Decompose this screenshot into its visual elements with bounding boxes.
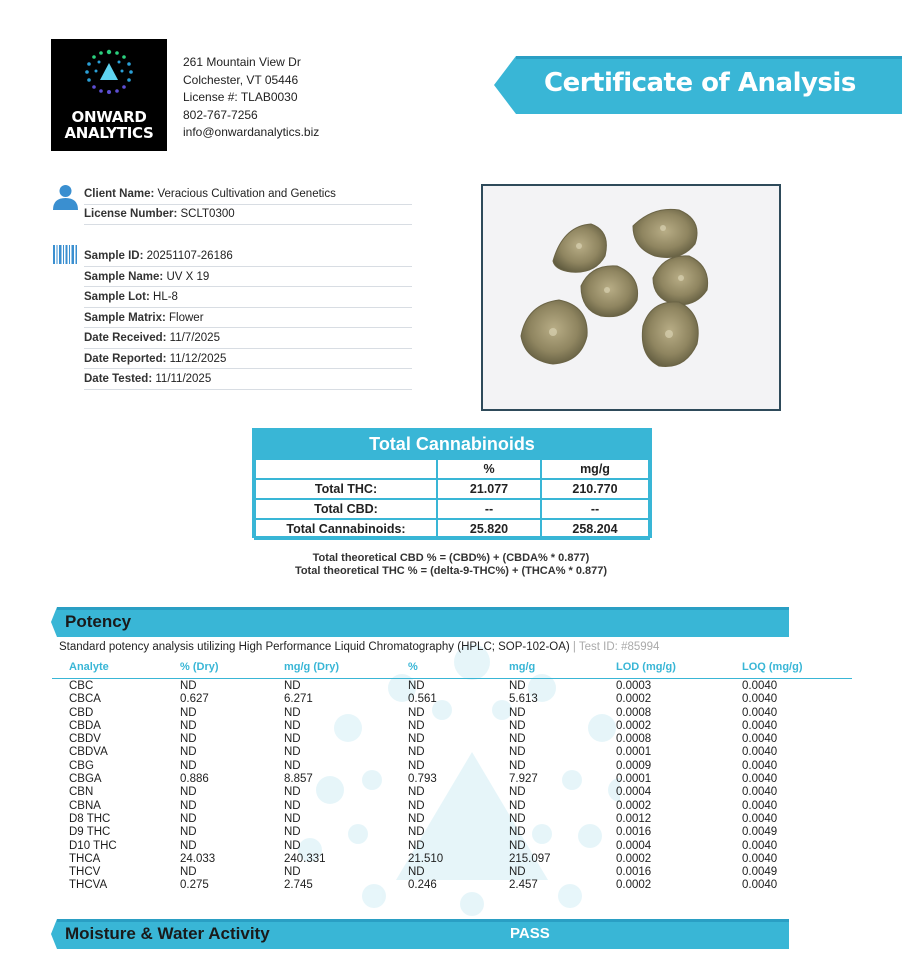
table-cell — [255, 459, 437, 479]
cell-lod: 0.0002 — [616, 693, 652, 706]
cell-pct: ND — [408, 733, 425, 746]
cell-loq: 0.0040 — [742, 693, 778, 706]
cell-pct-dry: 0.886 — [180, 773, 209, 786]
cell-mg: ND — [509, 839, 526, 852]
cell-mg-dry: ND — [284, 866, 301, 879]
sample-photo — [481, 184, 781, 411]
row-label: Total THC: — [255, 479, 437, 499]
potency-table-header — [52, 661, 852, 679]
potency-description — [59, 641, 659, 653]
row-mg: 210.770 — [541, 479, 649, 499]
cell-loq: 0.0040 — [742, 773, 778, 786]
cell-lod: 0.0016 — [616, 826, 652, 839]
row-label: Total CBD: — [255, 499, 437, 519]
total-cannabinoids-box — [252, 428, 652, 538]
sample-lot-row — [84, 287, 412, 308]
moisture-result: PASS — [510, 925, 550, 942]
cell-mg-dry: ND — [284, 839, 301, 852]
cell-pct-dry: ND — [180, 786, 197, 799]
page-title: Certificate of Analysis — [544, 68, 856, 98]
cell-mg-dry: ND — [284, 680, 301, 692]
sample-matrix-label: Sample Matrix: — [84, 311, 166, 324]
cell-pct-dry: ND — [180, 733, 197, 746]
cell-pct-dry: ND — [180, 759, 197, 772]
cell-mg-dry: ND — [284, 746, 301, 759]
sample-name-row — [84, 267, 412, 288]
date-tested-row — [84, 369, 412, 390]
lab-phone: 802-767-7256 — [183, 107, 258, 122]
cell-analyte: CBG — [69, 759, 94, 772]
table-row — [255, 479, 649, 499]
cell-loq: 0.0040 — [742, 680, 778, 692]
cell-mg: ND — [509, 866, 526, 879]
cell-analyte: CBC — [69, 680, 94, 692]
cell-loq: 0.0040 — [742, 719, 778, 732]
cell-analyte: THCA — [69, 852, 101, 865]
cell-mg: ND — [509, 799, 526, 812]
col-pct: % — [408, 661, 418, 673]
cell-lod: 0.0002 — [616, 852, 652, 865]
table-row — [0, 746, 902, 759]
date-reported-row — [84, 349, 412, 370]
date-tested-label: Date Tested: — [84, 373, 153, 385]
cell-analyte: CBGA — [69, 773, 102, 786]
lab-email[interactable]: info@onwardanalytics.biz — [183, 125, 320, 139]
cell-analyte: CBD — [69, 706, 94, 719]
cell-analyte: CBDA — [69, 719, 101, 732]
cell-mg-dry: ND — [284, 719, 301, 732]
cell-loq: 0.0040 — [742, 812, 778, 825]
row-pct: 21.077 — [437, 479, 541, 499]
cell-mg-dry: ND — [284, 826, 301, 839]
potency-test-id: | Test ID: #85994 — [572, 641, 660, 653]
column-header-mg: mg/g — [541, 459, 649, 479]
cell-lod: 0.0003 — [616, 680, 652, 692]
table-row — [0, 866, 902, 879]
cell-analyte: CBDVA — [69, 746, 108, 759]
table-row — [0, 760, 902, 773]
table-row — [0, 720, 902, 733]
lab-address-line-2: Colchester, VT 05446 — [183, 72, 299, 87]
table-row — [0, 786, 902, 799]
sample-matrix-row — [84, 308, 412, 329]
cell-analyte: CBN — [69, 786, 94, 799]
col-loq: LOQ (mg/g) — [742, 661, 803, 673]
cell-pct: ND — [408, 706, 425, 719]
cell-pct: ND — [408, 812, 425, 825]
cell-analyte: D9 THC — [69, 826, 111, 839]
cell-mg: 215.097 — [509, 852, 551, 865]
cell-mg-dry: ND — [284, 733, 301, 746]
client-name-value: Veracious Cultivation and Genetics — [157, 188, 336, 200]
cell-lod: 0.0004 — [616, 839, 652, 852]
cell-mg: ND — [509, 706, 526, 719]
logo-word-onward: ONWARD — [71, 108, 147, 126]
cell-pct-dry: ND — [180, 719, 197, 732]
cell-analyte: D8 THC — [69, 812, 111, 825]
potency-method: Standard potency analysis utilizing High Performance Liquid Chromatography (HPLC; SOP-102-OA) — [59, 641, 570, 653]
cell-analyte: THCVA — [69, 879, 108, 892]
table-row — [0, 693, 902, 706]
cell-mg: ND — [509, 746, 526, 759]
table-row — [0, 680, 902, 693]
cell-lod: 0.0004 — [616, 786, 652, 799]
col-pct-dry: % (Dry) — [180, 661, 219, 673]
cell-lod: 0.0002 — [616, 799, 652, 812]
col-mg: mg/g — [509, 661, 536, 673]
table-row — [0, 826, 902, 839]
cell-pct: ND — [408, 680, 425, 692]
date-reported-label: Date Reported: — [84, 352, 167, 365]
cell-mg: ND — [509, 719, 526, 732]
column-header-pct: % — [437, 459, 541, 479]
cell-mg-dry: 6.271 — [284, 693, 313, 706]
cell-loq: 0.0049 — [742, 826, 778, 839]
cell-pct: 0.793 — [408, 773, 437, 786]
cell-mg: ND — [509, 812, 526, 825]
cell-mg: ND — [509, 680, 526, 692]
cell-loq: 0.0049 — [742, 866, 778, 879]
cell-pct-dry: ND — [180, 812, 197, 825]
cell-pct: ND — [408, 866, 425, 879]
cell-pct: 0.561 — [408, 693, 437, 706]
table-row — [0, 707, 902, 720]
potency-table-body — [0, 680, 902, 893]
cell-mg: ND — [509, 786, 526, 799]
client-license-label: License Number: — [84, 208, 178, 220]
sample-matrix-value: Flower — [169, 311, 204, 324]
cell-mg-dry: 2.745 — [284, 879, 313, 892]
cell-lod: 0.0001 — [616, 746, 652, 759]
total-cannabinoids-table — [254, 458, 650, 540]
table-row — [0, 879, 902, 892]
table-row — [0, 773, 902, 786]
cell-pct-dry: ND — [180, 866, 197, 879]
client-license-row — [84, 204, 412, 225]
col-analyte: Analyte — [69, 661, 109, 673]
cell-pct: ND — [408, 786, 425, 799]
thc-formula: Total theoretical THC % = (delta-9-THC%) + (THCA% * 0.877) — [294, 565, 608, 577]
cell-mg: 5.613 — [509, 693, 538, 706]
row-pct: -- — [437, 499, 541, 519]
coa-title-banner — [494, 56, 902, 114]
cell-lod: 0.0009 — [616, 759, 652, 772]
cell-pct: ND — [408, 826, 425, 839]
table-row — [0, 853, 902, 866]
cell-loq: 0.0040 — [742, 746, 778, 759]
cell-loq: 0.0040 — [742, 786, 778, 799]
logo-dots-icon — [51, 39, 167, 109]
cell-pct-dry: ND — [180, 706, 197, 719]
sample-id-row — [84, 246, 412, 267]
cell-analyte: CBNA — [69, 799, 101, 812]
cell-lod: 0.0002 — [616, 719, 652, 732]
cell-mg: 7.927 — [509, 773, 538, 786]
cell-analyte: THCV — [69, 866, 101, 879]
cell-pct: 0.246 — [408, 879, 437, 892]
cannabis-flower-image — [483, 186, 779, 409]
cell-loq: 0.0040 — [742, 799, 778, 812]
potency-section-banner — [51, 607, 789, 637]
table-row — [0, 840, 902, 853]
cell-loq: 0.0040 — [742, 879, 778, 892]
sample-name-label: Sample Name: — [84, 270, 164, 283]
sample-id-label: Sample ID: — [84, 250, 144, 262]
cell-pct-dry: 0.275 — [180, 879, 209, 892]
barcode-icon — [53, 245, 78, 264]
date-received-row — [84, 328, 412, 349]
table-row — [255, 519, 649, 539]
client-name-label: Client Name: — [84, 188, 155, 200]
row-mg: -- — [541, 499, 649, 519]
sample-name-value: UV X 19 — [166, 270, 210, 283]
cell-loq: 0.0040 — [742, 852, 778, 865]
date-tested-value: 11/11/2025 — [155, 373, 212, 385]
cell-loq: 0.0040 — [742, 733, 778, 746]
cell-mg: ND — [509, 826, 526, 839]
cell-pct: ND — [408, 719, 425, 732]
sample-id-value: 20251107-26186 — [146, 250, 233, 262]
date-reported-value: 11/12/2025 — [169, 352, 227, 365]
potency-title: Potency — [65, 612, 132, 631]
logo-word-analytics: ANALYTICS — [64, 124, 154, 142]
cell-pct-dry: 0.627 — [180, 693, 209, 706]
cell-mg: ND — [509, 733, 526, 746]
cell-mg-dry: ND — [284, 706, 301, 719]
cell-pct-dry: ND — [180, 826, 197, 839]
cell-pct: ND — [408, 839, 425, 852]
moisture-title: Moisture & Water Activity — [65, 924, 270, 943]
cell-lod: 0.0001 — [616, 773, 652, 786]
cell-mg-dry: ND — [284, 799, 301, 812]
cell-loq: 0.0040 — [742, 706, 778, 719]
table-row — [0, 733, 902, 746]
cell-mg: ND — [509, 759, 526, 772]
moisture-section-banner — [51, 919, 789, 949]
lab-logo — [51, 39, 167, 151]
cell-mg-dry: 240.331 — [284, 852, 326, 865]
cell-lod: 0.0002 — [616, 879, 652, 892]
sample-lot-value: HL-8 — [153, 291, 178, 303]
cell-pct-dry: 24.033 — [180, 852, 216, 865]
cell-pct: ND — [408, 799, 425, 812]
cell-mg-dry: ND — [284, 812, 301, 825]
cell-mg: 2.457 — [509, 879, 538, 892]
cell-lod: 0.0012 — [616, 812, 652, 825]
date-received-label: Date Received: — [84, 332, 167, 344]
cell-mg-dry: ND — [284, 786, 301, 799]
cell-pct: ND — [408, 759, 425, 772]
col-mg-dry: mg/g (Dry) — [284, 661, 339, 673]
cell-loq: 0.0040 — [742, 759, 778, 772]
cell-mg-dry: ND — [284, 759, 301, 772]
table-row — [0, 800, 902, 813]
row-mg: 258.204 — [541, 519, 649, 539]
table-row — [0, 813, 902, 826]
cell-loq: 0.0040 — [742, 839, 778, 852]
cell-pct-dry: ND — [180, 839, 197, 852]
formula-notes — [0, 552, 902, 578]
cell-mg-dry: 8.857 — [284, 773, 313, 786]
lab-contact-info — [183, 54, 319, 142]
cell-lod: 0.0008 — [616, 706, 652, 719]
cell-analyte: CBDV — [69, 733, 101, 746]
cell-pct: 21.510 — [408, 852, 444, 865]
col-lod: LOD (mg/g) — [616, 661, 676, 673]
cell-analyte: CBCA — [69, 693, 101, 706]
user-icon — [53, 184, 78, 210]
lab-license: License #: TLAB0030 — [183, 90, 298, 104]
row-pct: 25.820 — [437, 519, 541, 539]
sample-lot-label: Sample Lot: — [84, 291, 150, 303]
cell-lod: 0.0016 — [616, 866, 652, 879]
table-row — [255, 499, 649, 519]
cbd-formula: Total theoretical CBD % = (CBD%) + (CBDA% * 0.877) — [312, 552, 590, 564]
client-name-row — [84, 184, 412, 205]
cell-pct-dry: ND — [180, 746, 197, 759]
cell-pct-dry: ND — [180, 799, 197, 812]
cell-pct: ND — [408, 746, 425, 759]
cell-lod: 0.0008 — [616, 733, 652, 746]
cell-analyte: D10 THC — [69, 839, 117, 852]
table-header-row — [255, 459, 649, 479]
date-received-value: 11/7/2025 — [169, 332, 220, 344]
total-cannabinoids-title: Total Cannabinoids — [254, 430, 650, 458]
cell-pct-dry: ND — [180, 680, 197, 692]
lab-address-line-1: 261 Mountain View Dr — [183, 55, 301, 69]
row-label: Total Cannabinoids: — [255, 519, 437, 539]
client-license-value: SCLT0300 — [180, 208, 235, 220]
